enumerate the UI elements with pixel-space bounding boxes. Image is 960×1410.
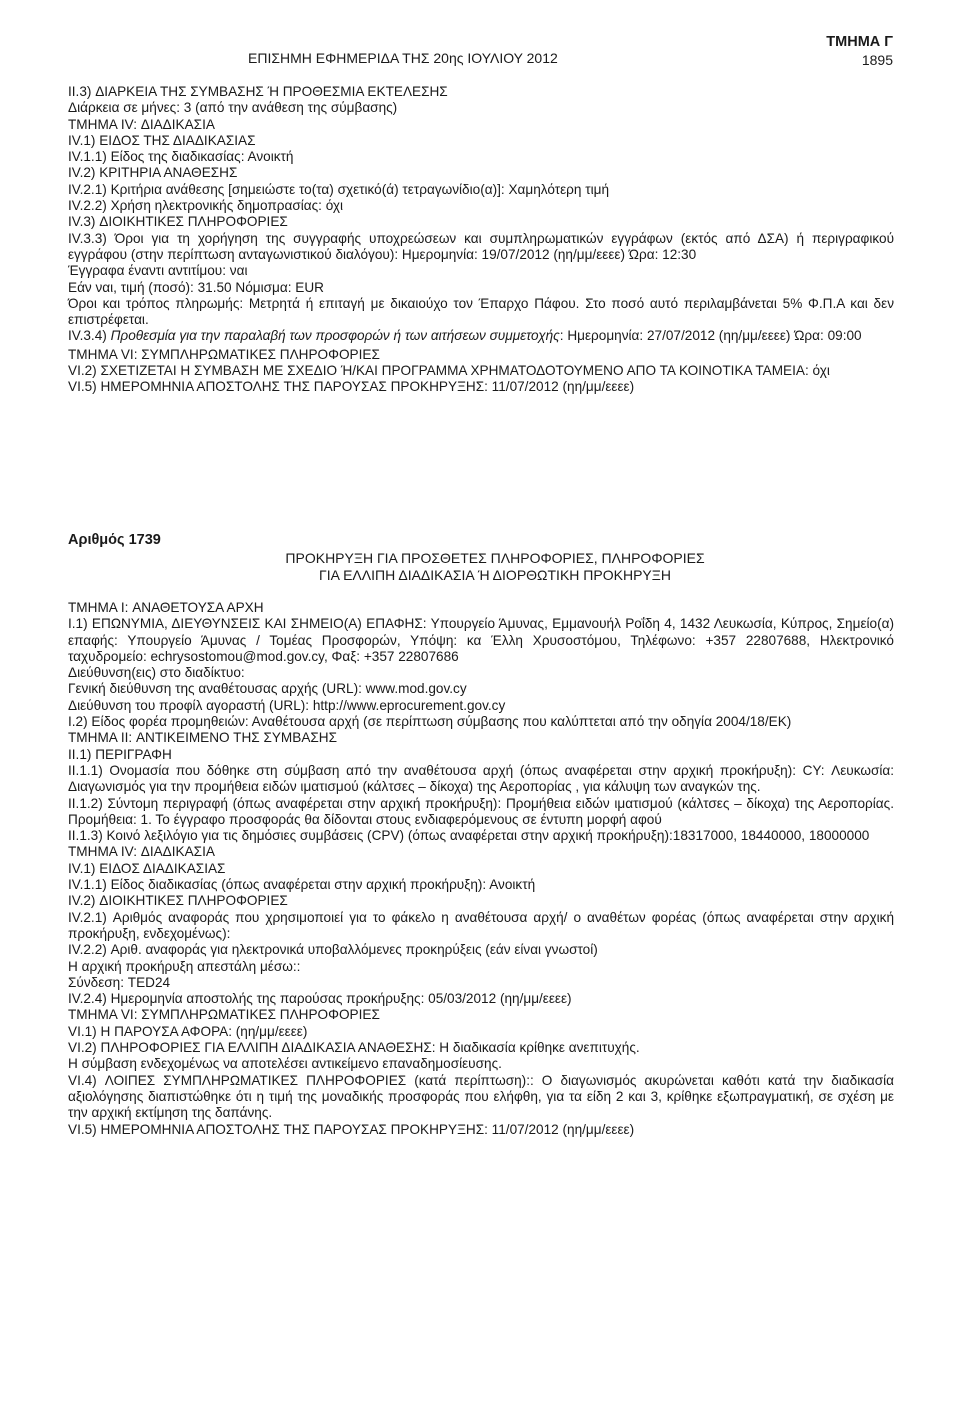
text-line: VI.2) ΣΧΕΤΙΖΕΤΑΙ Η ΣΥΜΒΑΣΗ ΜΕ ΣΧΕΔΙΟ Ή/ΚΑΙ ΠΡΟΓΡΑΜΜΑ ΧΡΗΜΑΤΟΔΟΤΟΥΜΕΝΟ ΑΠΟ ΤΑ ΚΟΙΝΟΤΙΚΑ ΤΑΜΕΙΑ: όχι [68,363,830,379]
text-line: IV.2) ΚΡΙΤΗΡΙΑ ΑΝΑΘΕΣΗΣ [68,165,238,181]
deadline-italic: Προθεσμία για την παραλαβή των προσφορών ή των αιτήσεων συμμετοχής [110,328,560,344]
text-line: II.1.1) Ονομασία που δόθηκε στη σύμβαση από την αναθέτουσα αρχή (όπως αναφέρεται στην αρχική προκήρυξη): CY: Λευκωσία: Διαγωνισμός για την προμήθεια ειδών ιματισμού (κάλτσες – δίκοχα) της Αεροπορίας , για κάλυψη των αναγκών της. [68,762,894,795]
text-line: IV.3.3) Όροι για τη χορήγηση της συγγραφής υποχρεώσεων και συμπληρωματικών εγγράφων (εκτός από ΔΣΑ) ή περιγραφικού εγγράφου (στην περίπτωση ανταγωνιστικού διαλόγου): Ημερομηνία: 19/07/2012 (ηη/μμ/εεεε) Ώρα: 12:30 [68,230,894,262]
deadline-prefix: IV.3.4) [68,328,111,344]
notice-title [0,550,960,584]
text-line: Διεύθυνση του προφίλ αγοραστή (URL): http://www.eprocurement.gov.cy [68,697,506,713]
text-line: Έγγραφα έναντι αντιτίμου: ναι [68,263,248,279]
text-line: Όροι και τρόπος πληρωμής: Μετρητά ή επιταγή με δικαιούχο τον Έπαρχο Πάφου. Στο ποσό αυτό περιλαμβάνεται 5% Φ.Π.Α και δεν επιστρέφεται. [68,295,894,328]
text-line: VI.1) Η ΠΑΡΟΥΣΑ ΑΦΟΡΑ: (ηη/μμ/εεεε) [68,1023,308,1039]
text-line: Γενική διεύθυνση της αναθέτουσας αρχής (URL): www.mod.gov.cy [68,681,467,697]
section-label: ΤΜΗΜΑ Γ [826,34,893,50]
text-line: IV.2.4) Ημερομηνία αποστολής της παρούσας προκήρυξης: 05/03/2012 (ηη/μμ/εεεε) [68,991,572,1007]
text-line: ΤΜΗΜΑ II: ΑΝΤΙΚΕΙΜΕΝΟ ΤΗΣ ΣΥΜΒΑΣΗΣ [68,730,338,746]
text-line: VI.2) ΠΛΗΡΟΦΟΡΙΕΣ ΓΙΑ ΕΛΛΙΠΗ ΔΙΑΔΙΚΑΣΙΑ ΑΝΑΘΕΣΗΣ: Η διαδικασία κρίθηκε ανεπιτυχής. [68,1040,640,1056]
text-line: VI.5) ΗΜΕΡΟΜΗΝΙΑ ΑΠΟΣΤΟΛΗΣ ΤΗΣ ΠΑΡΟΥΣΑΣ ΠΡΟΚΗΡΥΞΗΣ: 11/07/2012 (ηη/μμ/εεεε) [68,379,635,395]
text-line: I.2) Είδος φορέα προμηθειών: Αναθέτουσα αρχή (σε περίπτωση σύμβασης που καλύπτεται από την οδηγία 2004/18/ΕΚ) [68,714,792,730]
notice-title-line: ΓΙΑ ΕΛΛΙΠΗ ΔΙΑΔΙΚΑΣΙΑ Ή ΔΙΟΡΘΩΤΙΚΗ ΠΡΟΚΗΡΥΞΗ [319,567,671,583]
text-line: IV.1.1) Είδος διαδικασίας (όπως αναφέρεται στην αρχική προκήρυξη): Ανοικτή [68,877,536,893]
text-line: IV.2.2) Χρήση ηλεκτρονικής δημοπρασίας: όχι [68,198,344,214]
text-line: IV.3) ΔΙΟΙΚΗΤΙΚΕΣ ΠΛΗΡΟΦΟΡΙΕΣ [68,214,288,230]
text-line: Η σύμβαση ενδεχομένως να αποτελέσει αντικείμενο επαναδημοσίευσης. [68,1056,502,1072]
text-line: IV.1.1) Είδος της διαδικασίας: Ανοικτή [68,149,294,165]
text-line: Εάν ναι, τιμή (ποσό): 31.50 Νόμισμα: EUR [68,279,324,295]
text-line: IV.2) ΔΙΟΙΚΗΤΙΚΕΣ ΠΛΗΡΟΦΟΡΙΕΣ [68,893,288,909]
text-line: IV.2.1) Κριτήρια ανάθεσης [σημειώστε το(τα) σχετικό(ά) τετραγωνίδιο(α)]: Χαμηλότερη τιμή [68,181,610,197]
text-line: IV.2.1) Αριθμός αναφοράς που χρησιμοποιεί για το φάκελο η αναθέτουσα αρχή/ ο αναθέτων φορέας (όπως αναφέρεται στην αρχική προκήρυξη, ενδεχομένως): [68,909,894,941]
text-line: IV.1) ΕΙΔΟΣ ΤΗΣ ΔΙΑΔΙΚΑΣΙΑΣ [68,132,256,148]
text-line: II.3) ΔΙΑΡΚΕΙΑ ΤΗΣ ΣΥΜΒΑΣΗΣ Ή ΠΡΟΘΕΣΜΙΑ ΕΚΤΕΛΕΣΗΣ [68,84,448,99]
text-line: II.1.2) Σύντομη περιγραφή (όπως αναφέρεται στην αρχική προκήρυξη): Προμήθεια ειδών ιματισμού (κάλτσες – δίκοχα) της Αεροπορίας. Προμήθεια: 1. Το έγγραφο προσφοράς θα δίδονται στους ενδιαφερόμενους σε έντυπη μορφή αφού [68,795,894,827]
text-line: ΤΜΗΜΑ VI: ΣΥΜΠΛΗΡΩΜΑΤΙΚΕΣ ΠΛΗΡΟΦΟΡΙΕΣ [68,1007,380,1023]
text-line: Διεύθυνση(εις) στο διαδίκτυο: [68,665,245,681]
text-line: ΤΜΗΜΑ IV: ΔΙΑΔΙΚΑΣΙΑ [68,844,215,860]
text-line: I.1) ΕΠΩΝΥΜΙΑ, ΔΙΕΥΘΥΝΣΕΙΣ ΚΑΙ ΣΗΜΕΙΟ(Α) ΕΠΑΦΗΣ: Υπουργείο Άμυνας, Εμμανουήλ Ροΐδη 4, 1432 Λευκωσία, Κύπρος, Σημείο(α) επαφής: Υπουργείο Άμυνας / Τομέας Προσφορών, Υπόψη: κα Έλλη Χρυσοστόμου, Τηλέφωνο: +357 22807688, Ηλεκτρονικό ταχυδρομείο: echrysostomou@mod.gov.cy, Φαξ: +357 22807686 [68,616,894,664]
text-line: VI.4) ΛΟΙΠΕΣ ΣΥΜΠΛΗΡΩΜΑΤΙΚΕΣ ΠΛΗΡΟΦΟΡΙΕΣ (κατά περίπτωση):: Ο διαγωνισμός ακυρώνεται καθότι κατά την διαδικασία αξιολόγησης διαπιστώθηκε ότι η τιμή της μοναδικής προσφοράς που ελήφθη, για τα είδη 2 και 3, κρίθηκε εξωπραγματική, σε σχέση με την αρχική εκτίμηση της δαπάνης. [68,1072,894,1121]
text-line: Σύνδεση: TED24 [68,974,171,990]
notice-body [68,600,894,1138]
text-line: VI.5) ΗΜΕΡΟΜΗΝΙΑ ΑΠΟΣΤΟΛΗΣ ΤΗΣ ΠΑΡΟΥΣΑΣ ΠΡΟΚΗΡΥΞΗΣ: 11/07/2012 (ηη/μμ/εεεε) [68,1121,635,1137]
page-number: 1895 [861,52,893,68]
text-line: II.1) ΠΕΡΙΓΡΑΦΗ [68,746,172,762]
text-line: Η αρχική προκήρυξη απεστάλη μέσω:: [68,958,301,974]
text-line: Διάρκεια σε μήνες: 3 (από την ανάθεση της σύμβασης) [68,100,398,116]
text-line: ΤΜΗΜΑ VI: ΣΥΜΠΛΗΡΩΜΑΤΙΚΕΣ ΠΛΗΡΟΦΟΡΙΕΣ [68,346,380,362]
previous-notice-end [68,84,894,396]
text-line: ΤΜΗΜΑ IV: ΔΙΑΔΙΚΑΣΙΑ [68,116,215,132]
deadline-rest: : Ημερομηνία: 27/07/2012 (ηη/μμ/εεεε) Ώρα: 09:00 [559,328,862,344]
deadline-line [68,328,894,344]
notice-number: Αριθμός 1739 [68,532,161,548]
text-line: IV.1) ΕΙΔΟΣ ΔΙΑΔΙΚΑΣΙΑΣ [68,860,226,876]
text-line: IV.2.2) Αριθ. αναφοράς για ηλεκτρονικά υποβαλλόμενες προκηρύξεις (εάν είναι γνωστοί) [68,942,598,958]
text-line: II.1.3) Κοινό λεξιλόγιο για τις δημόσιες συμβάσεις (CPV) (όπως αναφέρεται στην αρχική προκήρυξη):18317000, 18440000, 18000000 [68,828,870,844]
journal-title: ΕΠΙΣΗΜΗ ΕΦΗΜΕΡΙΔΑ ΤΗΣ 20ης ΙΟΥΛΙΟΥ 2012 [248,50,558,66]
text-line: ΤΜΗΜΑ I: ΑΝΑΘΕΤΟΥΣΑ ΑΡΧΗ [68,600,264,615]
notice-title-line: ΠΡΟΚΗΡΥΞΗ ΓΙΑ ΠΡΟΣΘΕΤΕΣ ΠΛΗΡΟΦΟΡΙΕΣ, ΠΛΗΡΟΦΟΡΙΕΣ [285,550,705,566]
